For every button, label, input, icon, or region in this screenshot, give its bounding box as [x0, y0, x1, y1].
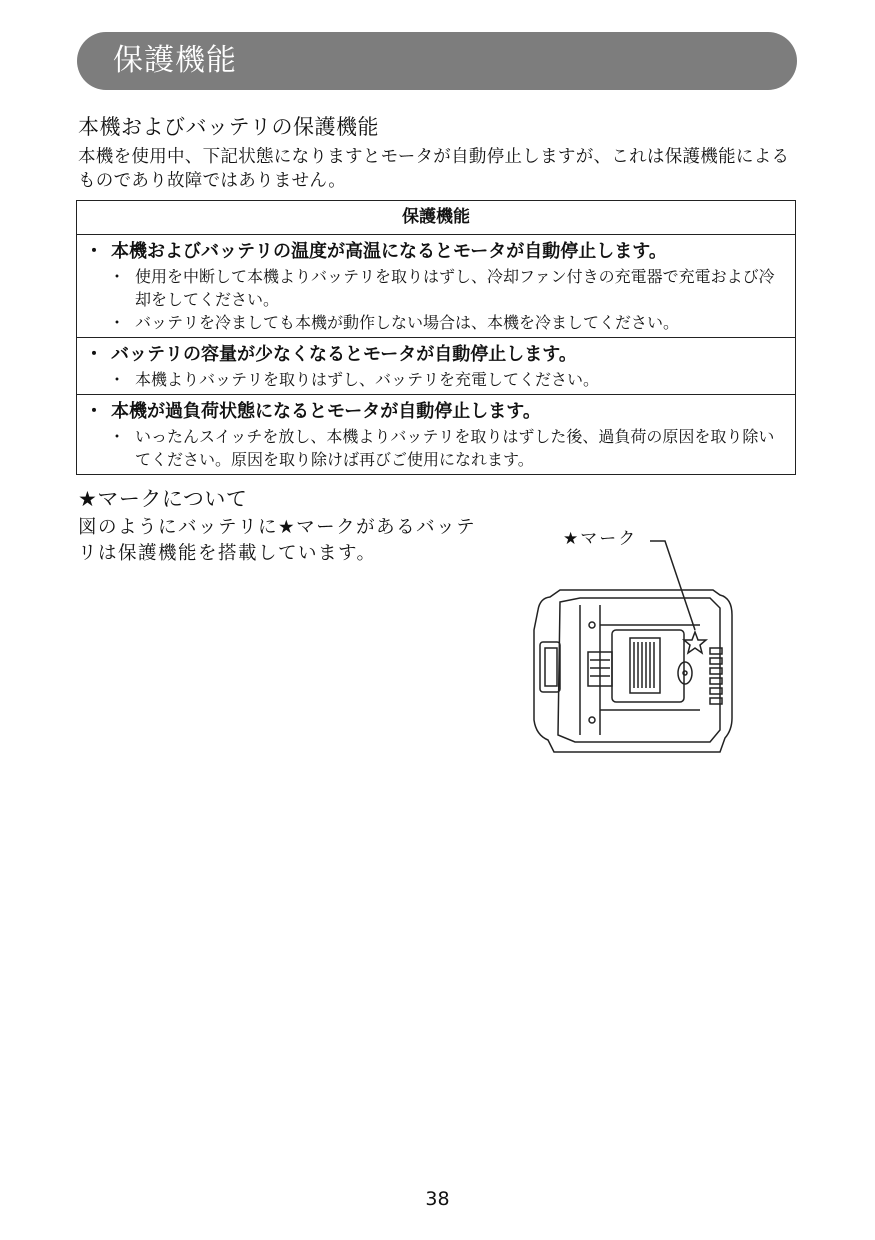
- battery-latch-inner: [545, 648, 557, 686]
- bullet: ・: [109, 427, 126, 446]
- battery-outline: [534, 590, 732, 752]
- callout-leader-line: [650, 541, 695, 630]
- sub-item-text: バッテリを冷ましても本機が動作しない場合は、本機を冷ましてください。: [135, 313, 680, 332]
- row-heading: 本機およびバッテリの温度が高温になるとモータが自動停止します。: [111, 241, 667, 262]
- terminal-fins: [634, 642, 654, 688]
- section-title-star-mark: ★マークについて: [78, 487, 248, 511]
- sub-item-text: 使用を中断して本機よりバッテリを取りはずし、冷却ファン付きの充電器で充電および冷却をしてください。: [135, 267, 775, 309]
- bullet: ・: [85, 241, 103, 262]
- row-main-text: [85, 342, 787, 368]
- indicator-dot: [683, 671, 687, 675]
- row-heading: バッテリの容量が少なくなるとモータが自動停止します。: [111, 344, 577, 365]
- battery-top-view-illustration: [520, 530, 750, 760]
- table-row: [77, 338, 795, 395]
- section-intro-text: 本機を使用中、下記状態になりますとモータが自動停止しますが、これは保護機能によるものであり故障ではありません。: [78, 147, 790, 191]
- row-heading: 本機が過負荷状態になるとモータが自動停止します。: [111, 401, 541, 422]
- protection-table: [76, 200, 796, 475]
- star-mark-callout-label: ★マーク: [563, 529, 638, 549]
- row-sub-item: [85, 311, 787, 334]
- row-main-text: [85, 399, 787, 425]
- terminal-housing: [612, 630, 684, 702]
- bullet: ・: [109, 267, 126, 286]
- bullet: ・: [109, 370, 126, 389]
- page-header-banner: [77, 32, 797, 90]
- indicator-oval: [678, 662, 692, 684]
- sub-item-text: いったんスイッチを放し、本機よりバッテリを取りはずした後、過負荷の原因を取り除いてください。原因を取り除けば再びご使用になれます。: [135, 427, 775, 469]
- bullet: ・: [85, 401, 103, 422]
- screw-hole: [589, 717, 595, 723]
- page-title: 保護機能: [113, 43, 237, 78]
- battery-inner-frame: [558, 598, 720, 742]
- row-main-text: [85, 239, 787, 265]
- row-sub-item: [85, 368, 787, 391]
- row-sub-item: [85, 265, 787, 311]
- page-number: 38: [425, 1188, 450, 1210]
- table-row: [77, 395, 795, 474]
- star-mark-icon: [684, 632, 706, 653]
- star-mark-description: 図のようにバッテリに★マークがあるバッテリは保護機能を搭載しています。: [78, 517, 477, 564]
- row-sub-item: [85, 425, 787, 471]
- screw-hole: [589, 622, 595, 628]
- section-title-protection: 本機およびバッテリの保護機能: [78, 115, 379, 139]
- table-row: [77, 235, 795, 338]
- sub-item-text: 本機よりバッテリを取りはずし、バッテリを充電してください。: [135, 370, 600, 389]
- table-header: 保護機能: [77, 201, 795, 235]
- bullet: ・: [85, 344, 103, 365]
- bullet: ・: [109, 313, 126, 332]
